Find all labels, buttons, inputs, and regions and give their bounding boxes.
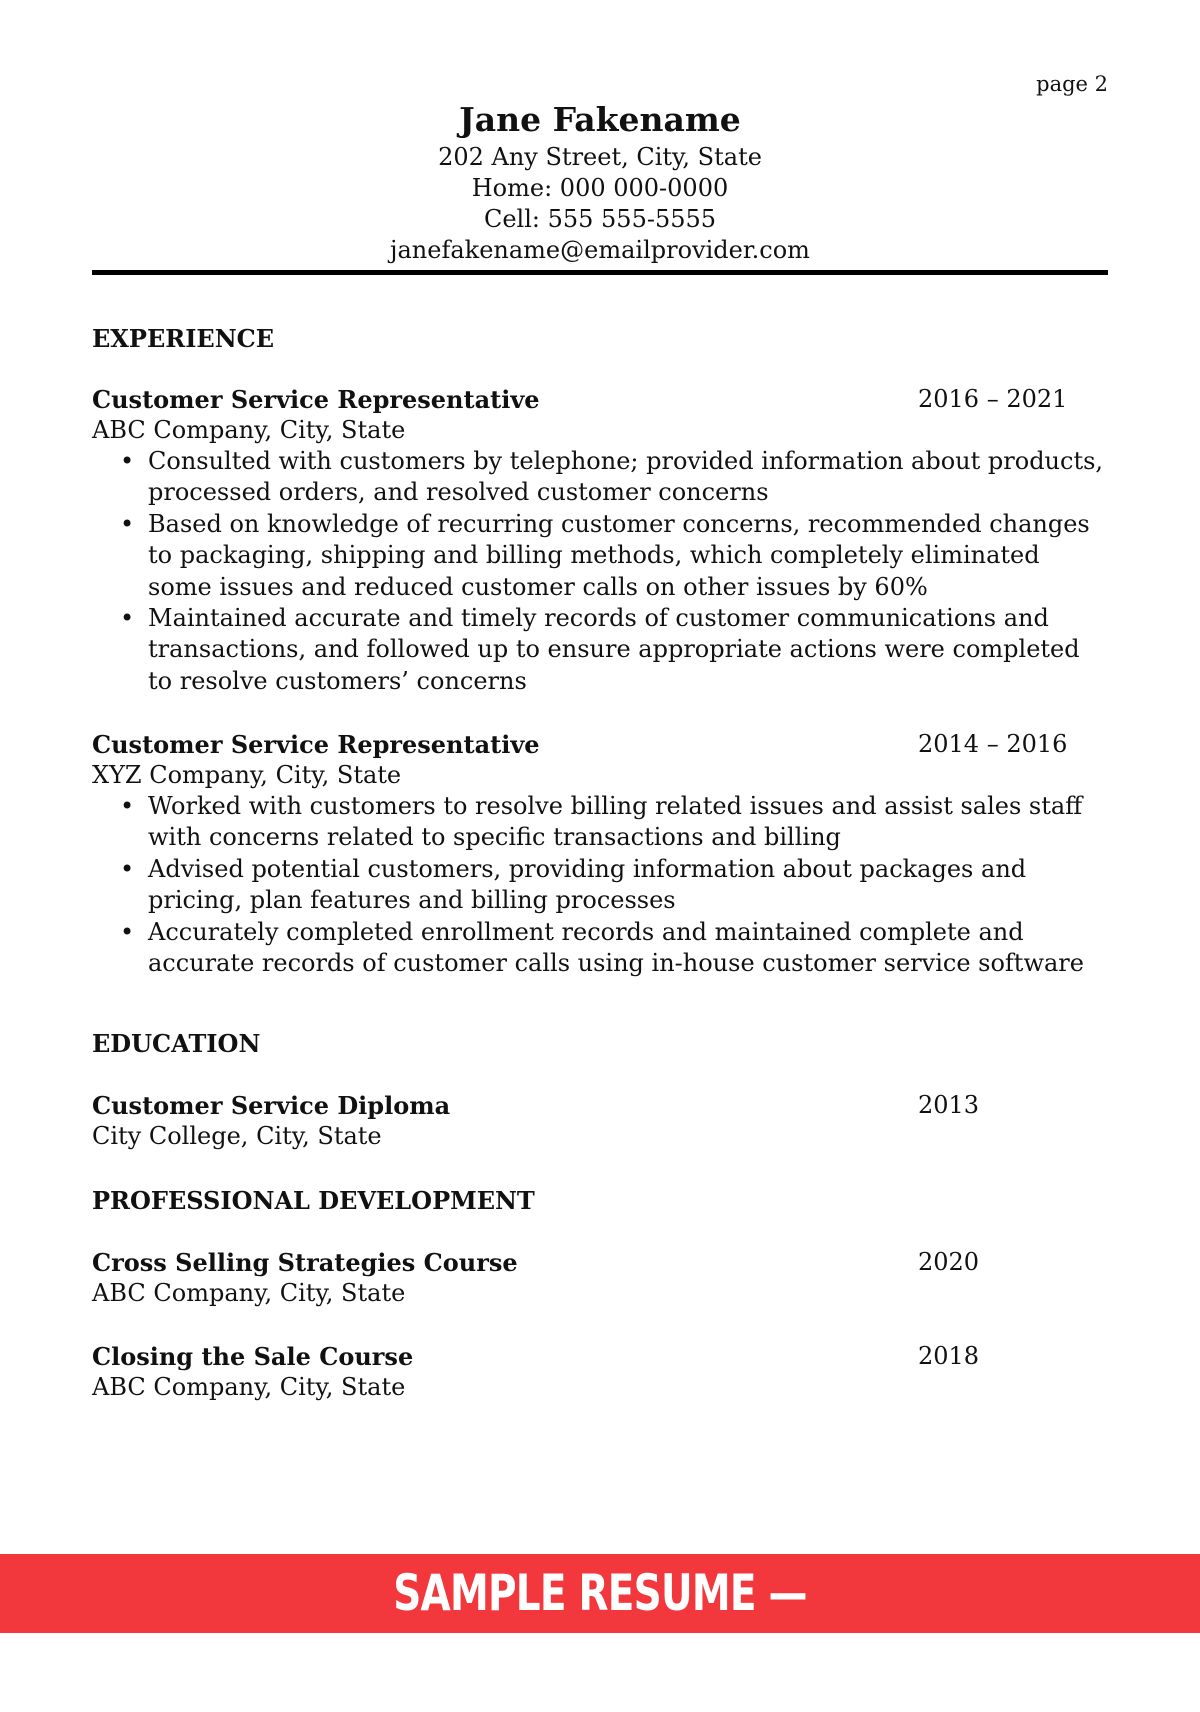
bullet-item: • Worked with customers to resolve billing related issues and assist sales staff with concerns related to specific transactions and billing — [148, 791, 1108, 854]
experience-section — [92, 323, 1108, 354]
education-title: Customer Service Diploma — [92, 1091, 451, 1120]
header-divider — [92, 270, 1108, 275]
education-date: 2013 — [918, 1091, 980, 1119]
job-entry — [92, 729, 1108, 979]
section-title-experience: EXPERIENCE — [92, 324, 275, 353]
education-section — [92, 1028, 1108, 1059]
course-title: Cross Selling Strategies Course — [92, 1248, 518, 1277]
sample-resume-banner — [0, 1554, 1200, 1701]
job-company: XYZ Company, City, State — [92, 761, 402, 789]
education-institution: City College, City, State — [92, 1122, 382, 1150]
section-title-education: EDUCATION — [92, 1029, 261, 1058]
bullet-item: • Based on knowledge of recurring customer concerns, recommended changes to packaging, shipping and billing methods, which completely eliminated some issues and reduced customer calls on other issues by 60% — [148, 509, 1108, 603]
course-date: 2020 — [918, 1248, 980, 1276]
job-title: Customer Service Representative — [92, 730, 540, 759]
section-title-professional-development: PROFESSIONAL DEVELOPMENT — [92, 1186, 535, 1215]
course-entry — [92, 1247, 1108, 1309]
job-entry — [92, 384, 1108, 697]
email: janefakename@emailprovider.com — [390, 236, 810, 264]
banner-text: SAMPLE RESUME — CAREERCHOICEGUIDE.COM — [313, 1564, 887, 1701]
page-number: page 2 — [1036, 72, 1108, 96]
bullet-item: • Advised potential customers, providing information about packages and pricing, plan features and billing processes — [148, 854, 1108, 917]
job-dates: 2014 – 2016 — [918, 730, 1068, 758]
professional-development-section — [92, 1185, 1108, 1216]
course-date: 2018 — [918, 1342, 980, 1370]
job-dates: 2016 – 2021 — [918, 385, 1068, 413]
resume-header — [0, 98, 1200, 266]
home-phone: Home: 000 000-0000 — [471, 174, 729, 202]
candidate-name: Jane Fakename — [459, 100, 741, 139]
course-provider: ABC Company, City, State — [92, 1373, 406, 1401]
education-entry — [92, 1090, 1108, 1152]
bullet-item: • Maintained accurate and timely records of customer communications and transactions, and followed up to ensure appropriate actions were completed to resolve customers’ concerns — [148, 603, 1108, 697]
cell-phone: Cell: 555 555-5555 — [483, 205, 717, 233]
job-title: Customer Service Representative — [92, 385, 540, 414]
job-bullets — [92, 791, 1108, 979]
bullet-item: • Consulted with customers by telephone; provided information about products, processed orders, and resolved customer concerns — [148, 446, 1108, 509]
job-bullets — [92, 446, 1108, 697]
course-entry — [92, 1341, 1108, 1403]
job-company: ABC Company, City, State — [92, 416, 406, 444]
course-provider: ABC Company, City, State — [92, 1279, 406, 1307]
course-title: Closing the Sale Course — [92, 1342, 414, 1371]
bullet-item: • Accurately completed enrollment records and maintained complete and accurate records of customer calls using in-house customer service software — [148, 917, 1108, 980]
address: 202 Any Street, City, State — [438, 143, 762, 171]
